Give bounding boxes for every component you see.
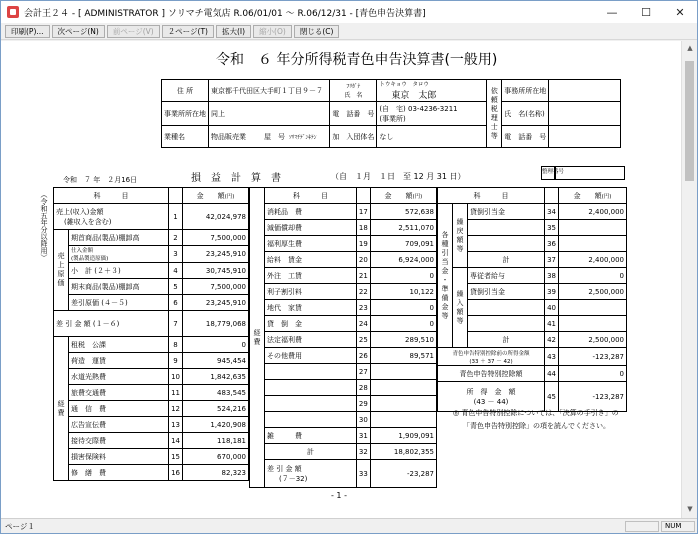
right-amount-header: 金 額(円) <box>559 188 627 204</box>
left-row-value: 42,024,978 <box>183 204 249 230</box>
toolbar <box>1 23 697 40</box>
zoom-out-button[interactable]: 縮小(O) <box>253 25 292 38</box>
scroll-thumb[interactable] <box>685 61 694 181</box>
tax-name-value <box>549 102 621 126</box>
tax-office-value <box>549 80 621 102</box>
right-pl-table: 科 目 金 額(円) 各種引当金・準備金等 繰戻額等 貸倒引当金 34 2,400,000 35 36 計 37 2,400,000 繰入額等 専従者給与 38 0 貸倒引当金 39 2,500,000 40 41 計 42 2,500,000 青色申告特別控除前の所得金額 (33 ＋ 37 － 42) 43 -123,287 青色申告特別控除額 44 0 所 得 金 額 (43 － 44) 45 -123,287 <box>437 187 627 412</box>
mid-item-header: 科 目 <box>265 188 357 204</box>
close-button[interactable]: ✕ <box>675 5 685 19</box>
left-row-label: 売上(収入)金額 (雑収入を含む) <box>54 204 169 230</box>
phone-label: 電 話番 号 <box>330 102 377 126</box>
period: （自 １月 １日 至 12 月 31 日） <box>331 172 466 181</box>
scroll-up-icon[interactable]: ▲ <box>687 44 693 52</box>
status-bar <box>1 518 697 533</box>
tax-phone-value <box>549 126 621 148</box>
reg-label: 整理番号 <box>541 166 555 180</box>
office-label: 事業所所在地 <box>162 102 209 126</box>
next-page-button[interactable]: 次ページ(N) <box>52 25 105 38</box>
status-empty <box>625 521 659 532</box>
left-amount-header: 金 額(円) <box>183 188 249 204</box>
name-value: トウキョウ タロウ 東京 太郎 <box>377 80 487 102</box>
middle-pl-table: 経費 科 目 金 額(円) 消耗品 費 17 572,638 減価償却費 18 2,511,070 福利厚生費 19 709,091 給料 賃金 20 6,924,000 外注 工賃 21 0 利子割引料 22 10,122 地代 家賃 23 0 貸 倒 金 24 0 法定福利費 25 289,510 その他費用 26 89,571 27 28 29 30 雑 費 31 1,909,091 計 32 18,802,355 差 引 金 額 (７－32) 33 -23,287 <box>249 187 437 488</box>
left-item-header: 科 目 <box>54 188 169 204</box>
page-number: - 1 - <box>331 491 347 500</box>
mid-expenses-group: 経費 <box>250 188 265 488</box>
pl-title: 損 益 計 算 書 <box>191 173 281 184</box>
window-title: 会計王２４ - [ ADMINISTRATOR ] ソリマチ電気店 R.06/01/01 ～ R.06/12/31 - [青色申告決算書] <box>24 8 426 19</box>
print-preview <box>1 41 681 518</box>
status-page: ページ１ <box>5 521 35 531</box>
sales-cost-group: 売上原価 <box>54 230 69 311</box>
two-page-button[interactable]: ２ページ(T) <box>162 25 214 38</box>
scroll-down-icon[interactable]: ▼ <box>687 505 693 513</box>
minimize-button[interactable]: — <box>606 5 618 19</box>
zoom-in-button[interactable]: 拡大(I) <box>216 25 251 38</box>
address-value: 東京都千代田区大手町１丁目９－７ <box>209 80 330 102</box>
join-label: 加 入団体名 <box>330 126 377 148</box>
tax-name-label: 氏 名(名称) <box>502 102 549 126</box>
join-value: なし <box>377 126 487 148</box>
transfer-group: 繰入額等 <box>453 268 468 348</box>
form-title: 令和 ６ 年分所得税青色申告決算書(一般用) <box>216 52 498 68</box>
left-pl-table: 科 目 金 額(円) 売上(収入)金額 (雑収入を含む) 1 42,024,978 売上原価 期首商品(製品)棚卸高 2 7,500,000 仕入金額 (製品製造原価) 3 23,245,910 小 計 (２＋３) 4 30,745,910 期末商品(製品)棚卸高 5 7,500,000 差引原価 (４－５) 6 23,245,910 差 引 金 額 (１－６) 7 18,779,068 経費 租税 公課 8 0 荷造 運賃 9 945,454 水道光熱費 10 1,842,635 旅費交通費 11 483,545 通 信 費 12 524,216 広告宣伝費 13 1,420,908 接待交際費 14 118,181 損害保険料 15 670,000 修 繕 費 16 82,323 <box>53 187 249 481</box>
vertical-scrollbar[interactable] <box>681 41 697 518</box>
close-preview-button[interactable]: 閉じる(C) <box>294 25 340 38</box>
phone-value: (自 宅) 03-4236-3211 (事業所) <box>377 102 487 126</box>
app-icon <box>7 6 19 18</box>
side-note: （令和五年分以降用） <box>40 191 48 261</box>
mid-amount-header: 金 額(円) <box>370 188 436 204</box>
form-date: 令和 ７ 年 ２月16日 <box>63 176 138 184</box>
business-label: 業種名 <box>162 126 209 148</box>
tax-office-label: 事務所所在地 <box>502 80 549 102</box>
tax-accountant-label: 依頼税理士等 <box>487 80 502 148</box>
right-item-header: 科 目 <box>438 188 545 204</box>
title-bar <box>1 1 697 23</box>
prev-page-button[interactable]: 前ページ(V) <box>107 25 160 38</box>
tax-phone-label: 電 話番 号 <box>502 126 549 148</box>
status-num: NUM <box>661 521 695 532</box>
reversal-group: 繰戻額等 <box>453 204 468 268</box>
address-label: 住 所 <box>162 80 209 102</box>
print-button[interactable]: 印刷(P)... <box>5 25 50 38</box>
note-line-1: ◎ 青色申告特別控除については、「決算の手引き」の <box>453 409 619 417</box>
taxpayer-info-table <box>161 79 621 148</box>
expenses-group: 経費 <box>54 337 69 481</box>
reg-box <box>555 166 625 180</box>
maximize-button[interactable]: ☐ <box>641 5 651 19</box>
reserves-group: 各種引当金・準備金等 <box>438 204 453 348</box>
office-value: 同上 <box>209 102 330 126</box>
name-label: ﾌﾘｶﾞﾅ 氏 名 <box>330 80 377 102</box>
note-line-2: 「青色申告特別控除」の項を読んでください。 <box>463 422 610 430</box>
business-row: 物品販売業 屋 号 ｿﾘﾏﾁﾃﾞﾝｷﾃﾝ <box>209 126 330 148</box>
